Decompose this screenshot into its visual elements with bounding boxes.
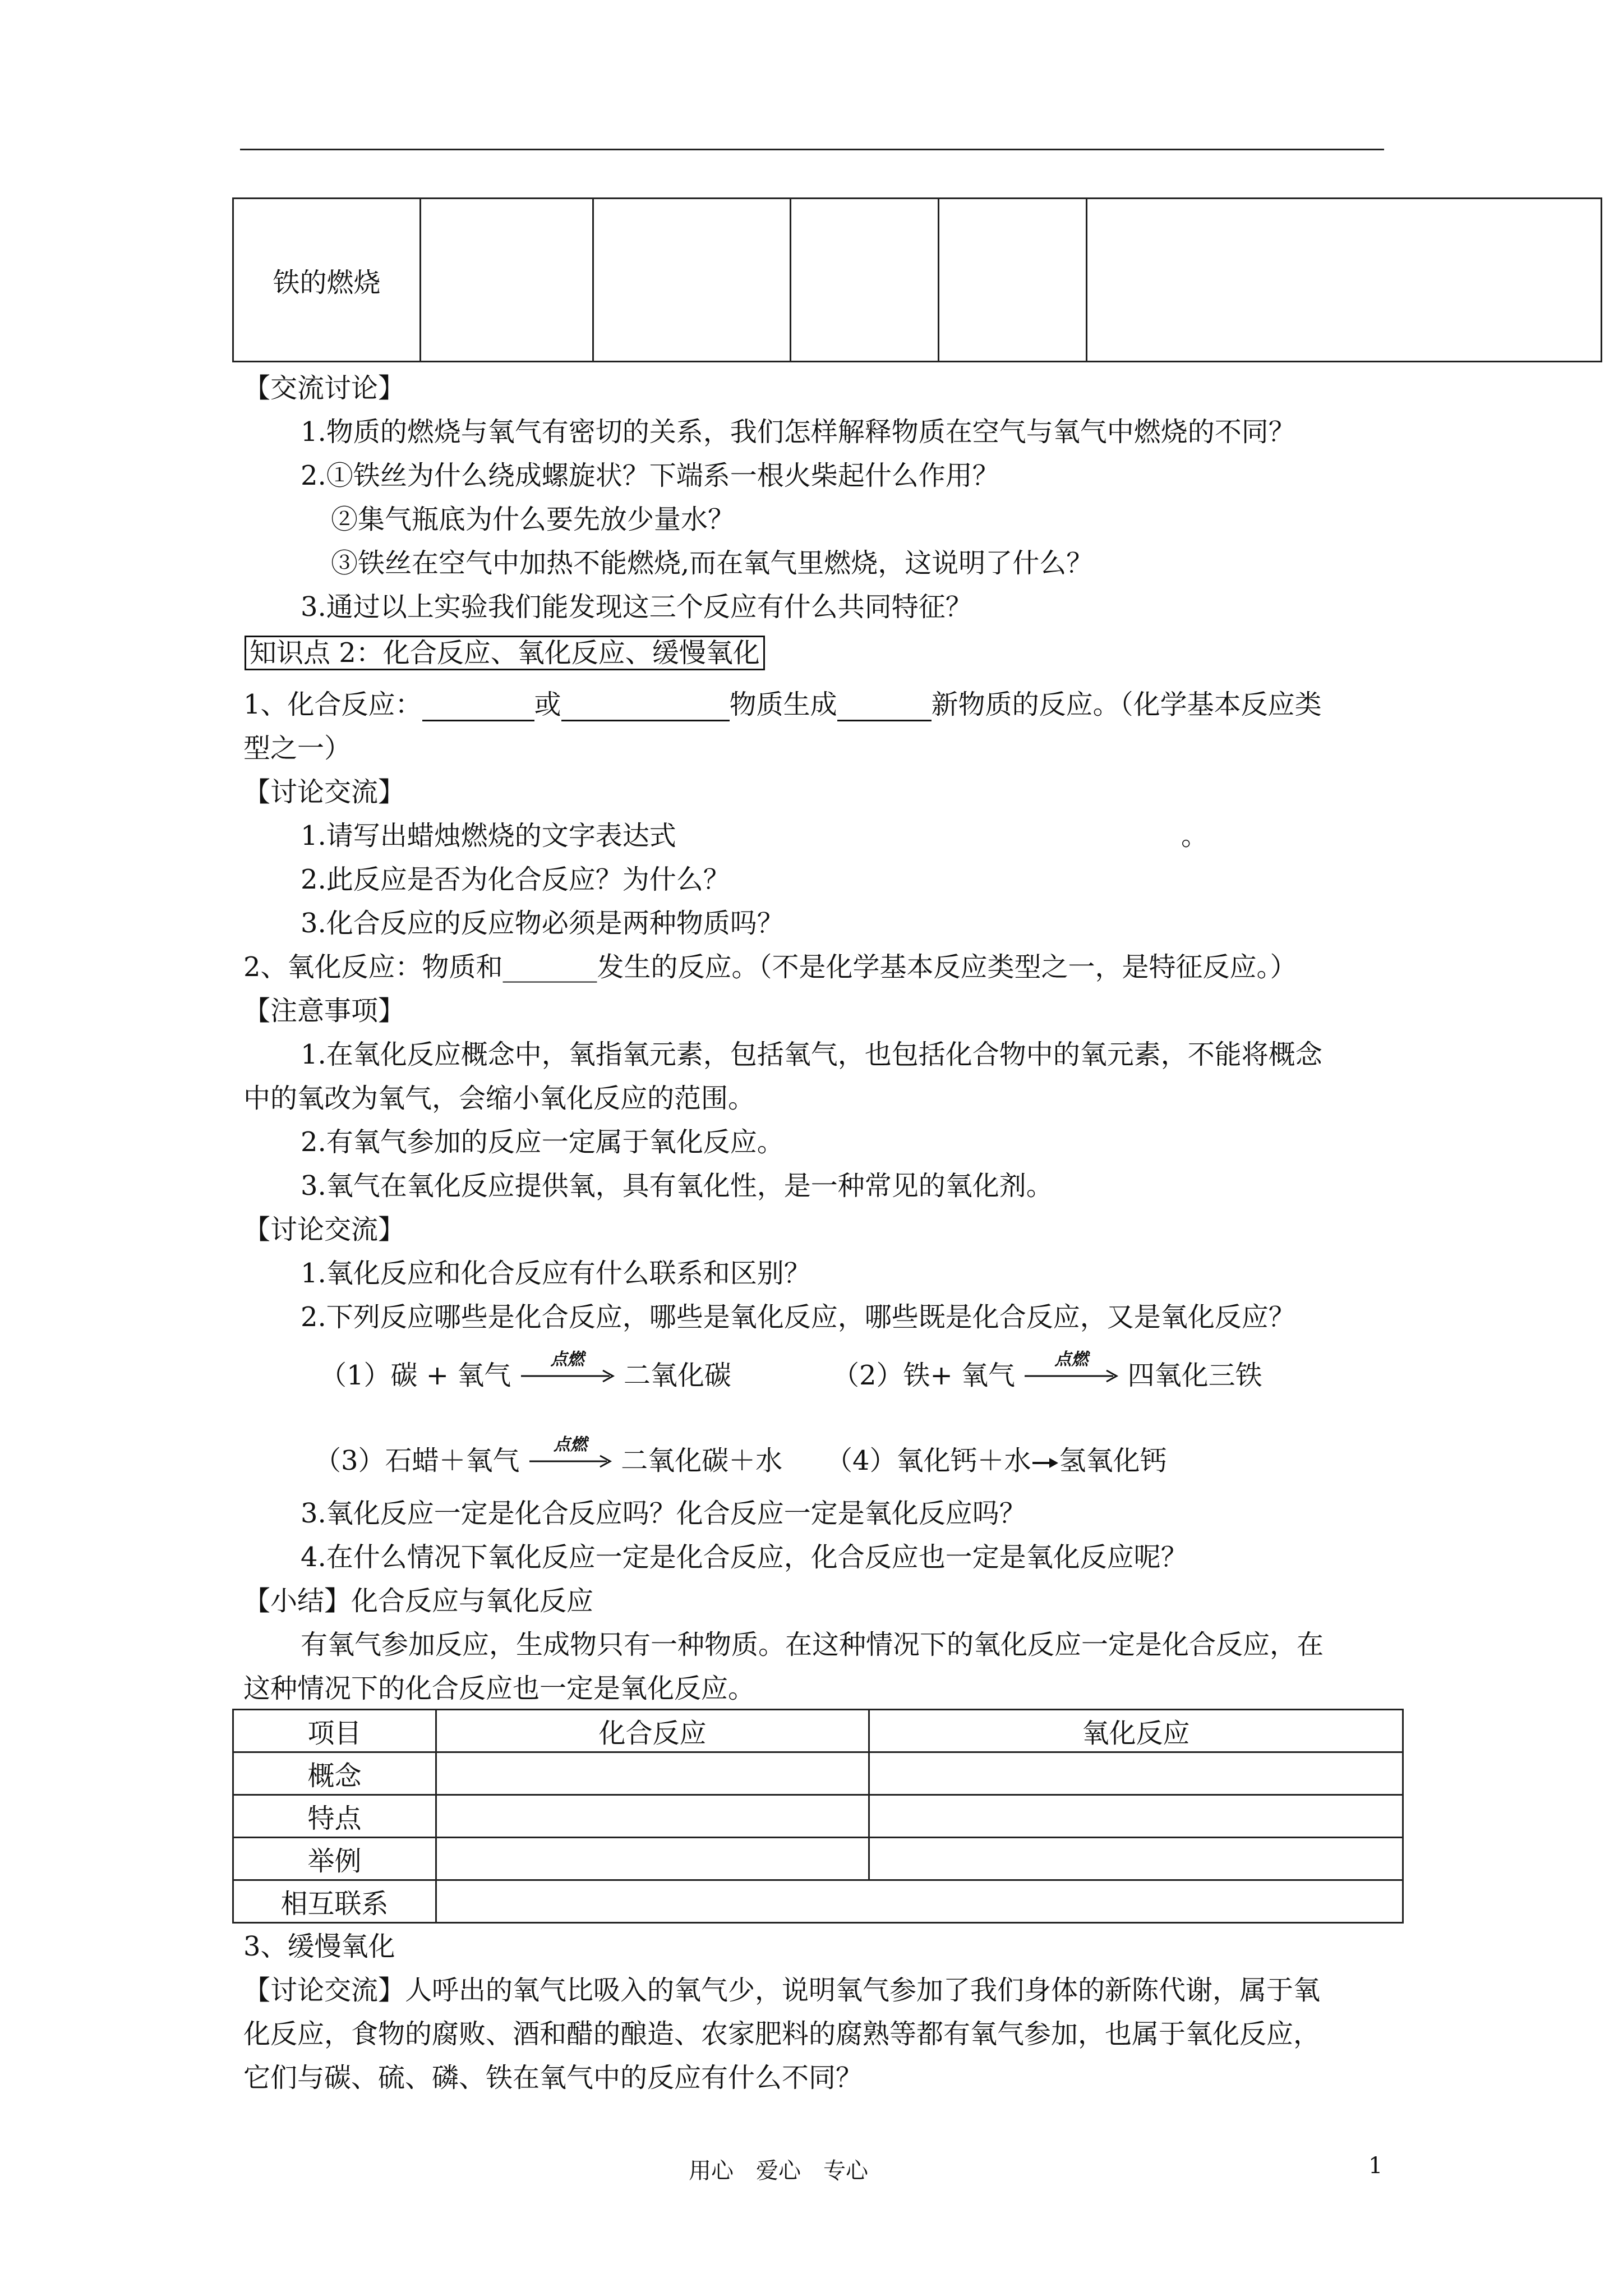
products: 二氧化碳＋水 bbox=[621, 1445, 783, 1476]
question: ②集气瓶底为什么要先放少量水？ bbox=[331, 504, 735, 535]
row-label: 概念 bbox=[233, 1752, 436, 1795]
fill-blank[interactable] bbox=[561, 691, 730, 721]
text-span: 新物质的反应。（化学基本反应类 bbox=[931, 689, 1322, 720]
question: 4.在什么情况下氧化反应一定是化合反应，化合反应也一定是氧化反应呢？ bbox=[301, 1542, 1188, 1573]
table-row bbox=[233, 199, 1602, 362]
question: 1.物质的燃烧与氧气有密切的关系，我们怎样解释物质在空气与氧气中燃烧的不同？ bbox=[301, 416, 1295, 448]
reaction-2 bbox=[832, 1350, 1262, 1392]
table-header: 项目 bbox=[233, 1710, 436, 1752]
text-span: 物质生成 bbox=[729, 689, 837, 720]
table-cell bbox=[1087, 199, 1602, 362]
fill-blank[interactable] bbox=[422, 691, 534, 721]
arrow-label: 点燃 bbox=[553, 1435, 587, 1455]
ignite-arrow bbox=[520, 1350, 615, 1384]
question: 1.请写出蜡烛燃烧的文字表达式 bbox=[301, 820, 676, 852]
slow-oxidation-text: 化反应，食物的腐败、酒和醋的酿造、农家肥料的腐熟等都有氧气参加，也属于氧化反应， bbox=[243, 2018, 1321, 2050]
arrow-label: 点燃 bbox=[1054, 1350, 1089, 1369]
row-label: 相互联系 bbox=[233, 1880, 436, 1923]
table-row bbox=[233, 1838, 1403, 1880]
note: 中的氧改为氧气，会缩小氧化反应的范围。 bbox=[243, 1083, 755, 1114]
question: 3.通过以上实验我们能发现这三个反应有什么共同特征？ bbox=[301, 591, 972, 623]
reaction-4 bbox=[826, 1444, 1167, 1478]
products: 四氧化三铁 bbox=[1127, 1360, 1262, 1391]
summary-text: 有氧气参加反应，生成物只有一种物质。在这种情况下的氧化反应一定是化合反应，在 bbox=[301, 1629, 1324, 1660]
combination-definition-cont: 型之一） bbox=[243, 733, 352, 764]
question: 3.氧化反应一定是化合反应吗？化合反应一定是氧化反应吗？ bbox=[301, 1498, 1026, 1529]
summary-heading: 【小结】化合反应与氧化反应 bbox=[243, 1585, 594, 1617]
text-span: 1、化合反应： bbox=[243, 689, 422, 720]
note: 1.在氧化反应概念中，氧指氧元素，包括氧气，也包括化合物中的氧元素，不能将概念 bbox=[301, 1039, 1322, 1070]
discussion-heading: 【讨论交流】 bbox=[243, 1214, 405, 1245]
note: 2.有氧气参加的反应一定属于氧化反应。 bbox=[301, 1126, 784, 1158]
slow-oxidation-text: 【讨论交流】人呼出的氧气比吸入的氧气少，说明氧气参加了我们身体的新陈代谢，属于氧 bbox=[243, 1975, 1321, 2006]
arrow-label: 点燃 bbox=[550, 1350, 584, 1369]
table-cell bbox=[869, 1795, 1403, 1838]
oxidation-definition: 2、氧化反应：物质和_______发生的反应。（不是化学基本反应类型之一，是特征反应。） bbox=[243, 951, 1297, 983]
table-cell bbox=[593, 199, 791, 362]
ignite-arrow bbox=[528, 1435, 612, 1470]
footer-motto: 用心 爱心 专心 bbox=[689, 2158, 868, 2184]
table-header-row bbox=[233, 1710, 1403, 1752]
reactants: （2）铁+ 氧气 bbox=[832, 1360, 1016, 1391]
table-header: 化合反应 bbox=[436, 1710, 869, 1752]
question: 3.化合反应的反应物必须是两种物质吗？ bbox=[301, 908, 784, 939]
table-cell bbox=[869, 1752, 1403, 1795]
table-row bbox=[233, 1880, 1403, 1923]
question: 2.此反应是否为化合反应？为什么？ bbox=[301, 864, 730, 895]
table-cell bbox=[939, 199, 1087, 362]
knowledge-point-title: 知识点 2：化合反应、氧化反应、缓慢氧化 bbox=[245, 636, 765, 670]
row-label: 举例 bbox=[233, 1838, 436, 1880]
experiment-table bbox=[232, 197, 1602, 362]
row-label: 特点 bbox=[233, 1795, 436, 1838]
discussion-heading: 【交流讨论】 bbox=[243, 372, 405, 404]
period-mark: 。 bbox=[1181, 820, 1209, 852]
reactants: （4）氧化钙＋水 bbox=[826, 1445, 1031, 1476]
question: 1.氧化反应和化合反应有什么联系和区别？ bbox=[301, 1258, 811, 1289]
slow-oxidation-text: 它们与碳、硫、磷、铁在氧气中的反应有什么不同？ bbox=[243, 2062, 863, 2093]
reactants: （1）碳 + 氧气 bbox=[320, 1360, 511, 1391]
table-row bbox=[233, 1795, 1403, 1838]
table-cell bbox=[421, 199, 593, 362]
reaction-1 bbox=[320, 1350, 731, 1392]
table-cell bbox=[436, 1838, 869, 1880]
row-label-iron-burning: 铁的燃烧 bbox=[233, 199, 421, 362]
table-cell bbox=[436, 1880, 1403, 1923]
question: 2.下列反应哪些是化合反应，哪些是氧化反应，哪些既是化合反应，又是氧化反应？ bbox=[301, 1301, 1295, 1333]
question: 2.①铁丝为什么绕成螺旋状？下端系一根火柴起什么作用？ bbox=[301, 460, 999, 491]
notes-heading: 【注意事项】 bbox=[243, 995, 405, 1027]
header-rule bbox=[240, 149, 1384, 150]
note: 3.氧气在氧化反应提供氧，具有氧化性，是一种常见的氧化剂。 bbox=[301, 1170, 1053, 1202]
table-header: 氧化反应 bbox=[869, 1710, 1403, 1752]
reactants: （3）石蜡＋氧气 bbox=[314, 1445, 520, 1476]
knowledge-point-box bbox=[245, 636, 765, 670]
text-span: 或 bbox=[534, 689, 561, 720]
table-cell bbox=[869, 1838, 1403, 1880]
table-cell bbox=[436, 1795, 869, 1838]
question: ③铁丝在空气中加热不能燃烧,而在氧气里燃烧，这说明了什么？ bbox=[331, 547, 1094, 579]
comparison-table bbox=[232, 1709, 1404, 1924]
products: 二氧化碳 bbox=[623, 1360, 731, 1391]
table-row bbox=[233, 1752, 1403, 1795]
slow-oxidation-heading: 3、缓慢氧化 bbox=[243, 1931, 395, 1962]
page-number: 1 bbox=[1368, 2153, 1383, 2179]
combination-definition bbox=[243, 688, 1322, 721]
ignite-arrow bbox=[1023, 1350, 1119, 1384]
products: 氢氧化钙 bbox=[1059, 1445, 1167, 1476]
table-cell bbox=[791, 199, 939, 362]
fill-blank[interactable] bbox=[837, 691, 932, 721]
arrow-icon bbox=[1031, 1445, 1059, 1476]
summary-text: 这种情况下的化合反应也一定是氧化反应。 bbox=[243, 1673, 755, 1704]
discussion-heading: 【讨论交流】 bbox=[243, 776, 405, 808]
reaction-3 bbox=[314, 1435, 783, 1478]
table-cell bbox=[436, 1752, 869, 1795]
